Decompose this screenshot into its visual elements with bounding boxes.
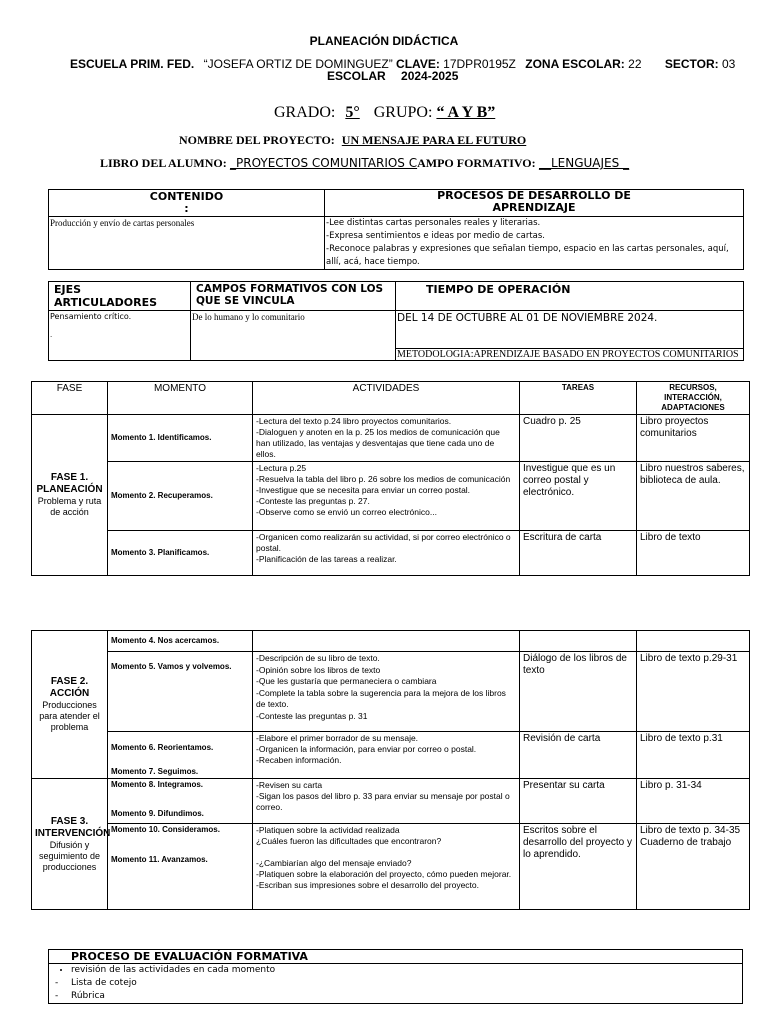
zona-value: 22	[628, 57, 642, 71]
actividades-cell	[253, 531, 520, 576]
contenido-header	[49, 190, 325, 217]
actividad-item: -Platiquen sobre la elaboración del proyecto, cómo pueden mejorar.	[256, 869, 512, 879]
recursos-header: RECURSOS, INTERACCIÓN, ADAPTACIONES	[637, 382, 750, 415]
contenido-cell: Producción y envío de cartas personales	[49, 217, 325, 270]
libro-value: _PROYECTOS COMUNITARIOS C	[230, 156, 418, 170]
libro-line	[100, 156, 629, 171]
momento-cell: Momento 5. Vamos y volvemos.	[108, 652, 253, 732]
actividad-item: -Resuelva la tabla del libro p. 26 sobre los medios de comunicación	[256, 474, 511, 484]
grado-line	[274, 104, 495, 122]
escuela-label: ESCUELA PRIM. FED.	[70, 57, 195, 71]
momento-cell: Momento 4. Nos acercamos.	[108, 631, 253, 652]
actividad-item: -Escriban sus impresiones sobre el desarrollo del proyecto.	[256, 880, 479, 890]
actividad-item: -Organicen la información, para enviar por correo o postal.	[256, 744, 477, 754]
momento9-label: Momento 9. Difundimos.	[111, 808, 204, 818]
evaluacion-header: PROCESO DE EVALUACIÓN FORMATIVA	[49, 950, 743, 964]
evaluacion-list	[49, 964, 742, 977]
recursos-cell: Libro de texto p.29-31	[637, 652, 750, 732]
evaluacion-table	[48, 949, 743, 1004]
momento11-label: Momento 11. Avanzamos.	[111, 854, 208, 864]
fase3-sub: Difusión y seguimiento de producciones	[38, 839, 101, 872]
momento-header: MOMENTO	[108, 382, 253, 415]
procesos-cell	[325, 217, 744, 270]
tareas-cell: Escritura de carta	[520, 531, 637, 576]
libro-label: LIBRO DEL ALUMNO:	[100, 156, 227, 170]
plan-table	[31, 381, 750, 576]
escolar-line	[327, 69, 458, 83]
escuela-name: “JOSEFA ORTIZ DE DOMINGUEZ”	[203, 57, 393, 71]
actividad-item: -Organicen como realizarán su actividad, si por correo electrónico o postal.	[256, 532, 511, 553]
fase2-cell	[32, 631, 108, 779]
actividades-cell	[253, 631, 520, 652]
tareas-cell: Investigue que es un correo postal y electrónico.	[520, 462, 637, 531]
fase3-cell	[32, 779, 111, 910]
momento10-label: Momento 10. Consideramos.	[111, 825, 220, 834]
momento-cell	[108, 824, 253, 910]
fase1-sub: Problema y ruta de acción	[37, 496, 102, 517]
actividades-cell	[253, 732, 520, 779]
momento-cell: Momento 2. Recuperamos.	[108, 462, 253, 531]
tareas-cell: Diálogo de los libros de texto	[520, 652, 637, 732]
recursos-cell: Libro de texto p. 34-35 Cuaderno de trabajo	[637, 824, 750, 910]
momento8-label: Momento 8. Integramos.	[111, 780, 204, 789]
actividades-cell	[253, 652, 520, 732]
proyecto-label: NOMBRE DEL PROYECTO:	[179, 133, 335, 147]
actividades-cell	[253, 462, 520, 531]
actividad-item	[256, 847, 516, 858]
campos-header: CAMPOS FORMATIVOS CON LOS QUE SE VINCULA	[191, 282, 396, 311]
evaluacion-cell	[49, 964, 743, 1004]
actividad-item: -Opinión sobre los libros de texto	[256, 664, 381, 675]
actividad-item: -Lectura del texto p.24 libro proyectos comunitarios.	[256, 416, 452, 426]
tareas-cell: Escritos sobre el desarrollo del proyecto y lo aprendido.	[520, 824, 637, 910]
ejes-table	[48, 281, 744, 361]
actividad-item: ¿Cuáles fueron las dificultades que encontraron?	[256, 836, 442, 846]
actividad-item: -Investigue que se necesita para enviar un correo postal.	[256, 485, 471, 495]
ciclo-value: 2024-2025	[401, 69, 459, 83]
recursos-cell: Libro p. 31-34	[637, 779, 750, 824]
plan-table-2	[31, 630, 750, 910]
fase1-cell	[32, 415, 108, 576]
actividad-item: -Complete la tabla sobre la sugerencia para la mejora de los libros de texto.	[256, 687, 506, 709]
clave-label: CLAVE:	[396, 57, 440, 71]
grado-value: 5°	[345, 104, 360, 121]
tareas-cell: Revisión de carta	[520, 732, 637, 779]
proceso-item: -Lee distintas cartas personales reales y literarias.	[326, 218, 541, 228]
actividad-item: -Conteste las preguntas p. 27.	[256, 496, 370, 506]
recursos-cell: Libro de texto	[637, 531, 750, 576]
tareas-cell	[520, 631, 637, 652]
recursos-cell: Libro proyectos comunitarios	[637, 415, 750, 462]
fase2-sub: Producciones para atender el problema	[39, 700, 100, 732]
momento-cell: Momento 3. Planificamos.	[108, 531, 253, 576]
actividades-header: ACTIVIDADES	[253, 382, 520, 415]
recursos-cell: Libro de texto p.31	[637, 732, 750, 779]
tiempo-cell: DEL 14 DE OCTUBRE AL 01 DE NOVIEMBRE 2024.	[396, 311, 744, 349]
sector-label: SECTOR:	[664, 57, 719, 71]
evaluacion-bullet: • revisión de las actividades en cada momento	[71, 964, 742, 977]
actividad-item: -¿Cambiarían algo del mensaje enviado?	[256, 858, 412, 868]
escolar-label: ESCOLAR	[327, 69, 386, 83]
fase1-title: FASE 1. PLANEACIÓN	[36, 472, 103, 495]
actividad-item: -Lectura p.25	[256, 463, 307, 473]
momento-cell: Momento 1. Identificamos.	[108, 415, 253, 462]
actividades-cell	[253, 415, 520, 462]
momento6-label: Momento 6. Reorientamos.	[111, 743, 214, 752]
recursos-cell	[637, 631, 750, 652]
proyecto-value: UN MENSAJE PARA EL FUTURO	[341, 133, 527, 147]
recursos-cell: Libro nuestros saberes, biblioteca de aula.	[637, 462, 750, 531]
actividades-cell	[253, 824, 520, 910]
metodologia-cell: METODOLOGIA:APRENDIZAJE BASADO EN PROYECTOS COMUNITARIOS	[396, 349, 744, 361]
actividad-item: -Que les gustaría que permaneciera o cambiara	[256, 676, 437, 686]
evaluacion-item: - Lista de cotejo	[49, 977, 742, 990]
ejes-cell	[49, 311, 191, 361]
procesos-header: PROCESOS DE DESARROLLO DE APRENDIZAJE	[325, 190, 744, 217]
contenido-header-text: CONTENIDO	[149, 190, 224, 203]
tiempo-header: TIEMPO DE OPERACIÓN	[396, 282, 744, 311]
actividades-cell	[253, 779, 520, 824]
ejes-header: EJES ARTICULADORES	[49, 282, 191, 311]
grupo-label: GRUPO:	[373, 104, 433, 121]
tareas-cell: Presentar su carta	[520, 779, 637, 824]
fase-header: FASE	[32, 382, 108, 415]
proceso-item: -Reconoce palabras y expresiones que señalan tiempo, espacio en las cartas personales, aquí, allí, acá, hace tiempo.	[326, 244, 729, 267]
campo-label: AMPO FORMATIVO:	[417, 156, 536, 170]
ejes-extra: .	[50, 331, 53, 339]
momento-cell	[108, 779, 253, 824]
grupo-value: “ A Y B”	[436, 104, 496, 121]
sector-value: 03	[721, 57, 736, 71]
actividad-item: -Descripción de su libro de texto.	[256, 653, 380, 663]
campo-value: __LENGUAJES _	[538, 156, 630, 170]
proceso-item: -Expresa sentimientos e ideas por medio de cartas.	[326, 231, 545, 241]
momento-cell	[108, 732, 253, 779]
proyecto-line	[179, 133, 526, 148]
actividad-item: -Dialoguen y anoten en la p. 25 los medios de comunicación que han utilizado, las ventajas y desventajas que tiene cada uno de ellos.	[256, 427, 500, 459]
fase2-title: FASE 2. ACCIÓN	[49, 676, 90, 699]
actividad-item: -Observe como se envió un correo electrónico...	[256, 507, 437, 517]
fase3-title: FASE 3. INTERVENCIÓN	[35, 815, 111, 839]
ejes-value: Pensamiento crítico.	[50, 312, 132, 321]
tareas-cell: Cuadro p. 25	[520, 415, 637, 462]
campos-cell: De lo humano y lo comunitario	[191, 311, 396, 361]
tareas-header: TAREAS	[520, 382, 637, 415]
actividad-item: -Conteste las preguntas p. 31	[256, 710, 368, 721]
actividad-item: -Platiquen sobre la actividad realizada	[256, 825, 400, 835]
grado-label: GRADO:	[274, 104, 336, 121]
clave-value: 17DPR0195Z	[443, 57, 516, 71]
evaluacion-item: - Rúbrica	[49, 990, 742, 1003]
actividad-item: -Elabore el primer borrador de su mensaje.	[256, 733, 419, 743]
contenido-header-colon: :	[184, 202, 189, 215]
actividad-item: -Sigan los pasos del libro p. 33 para enviar su mensaje por postal o correo.	[256, 791, 510, 812]
page-title: PLANEACIÓN DIDÁCTICA	[309, 34, 459, 48]
actividad-item: -Planificación de las tareas a realizar.	[256, 554, 397, 564]
contenido-table	[48, 189, 744, 270]
actividad-item: -Recaben información.	[256, 755, 342, 765]
actividad-item: -Revisen su carta	[256, 780, 323, 790]
momento7-label: Momento 7. Seguimos.	[111, 766, 199, 776]
zona-label: ZONA ESCOLAR:	[525, 57, 625, 71]
